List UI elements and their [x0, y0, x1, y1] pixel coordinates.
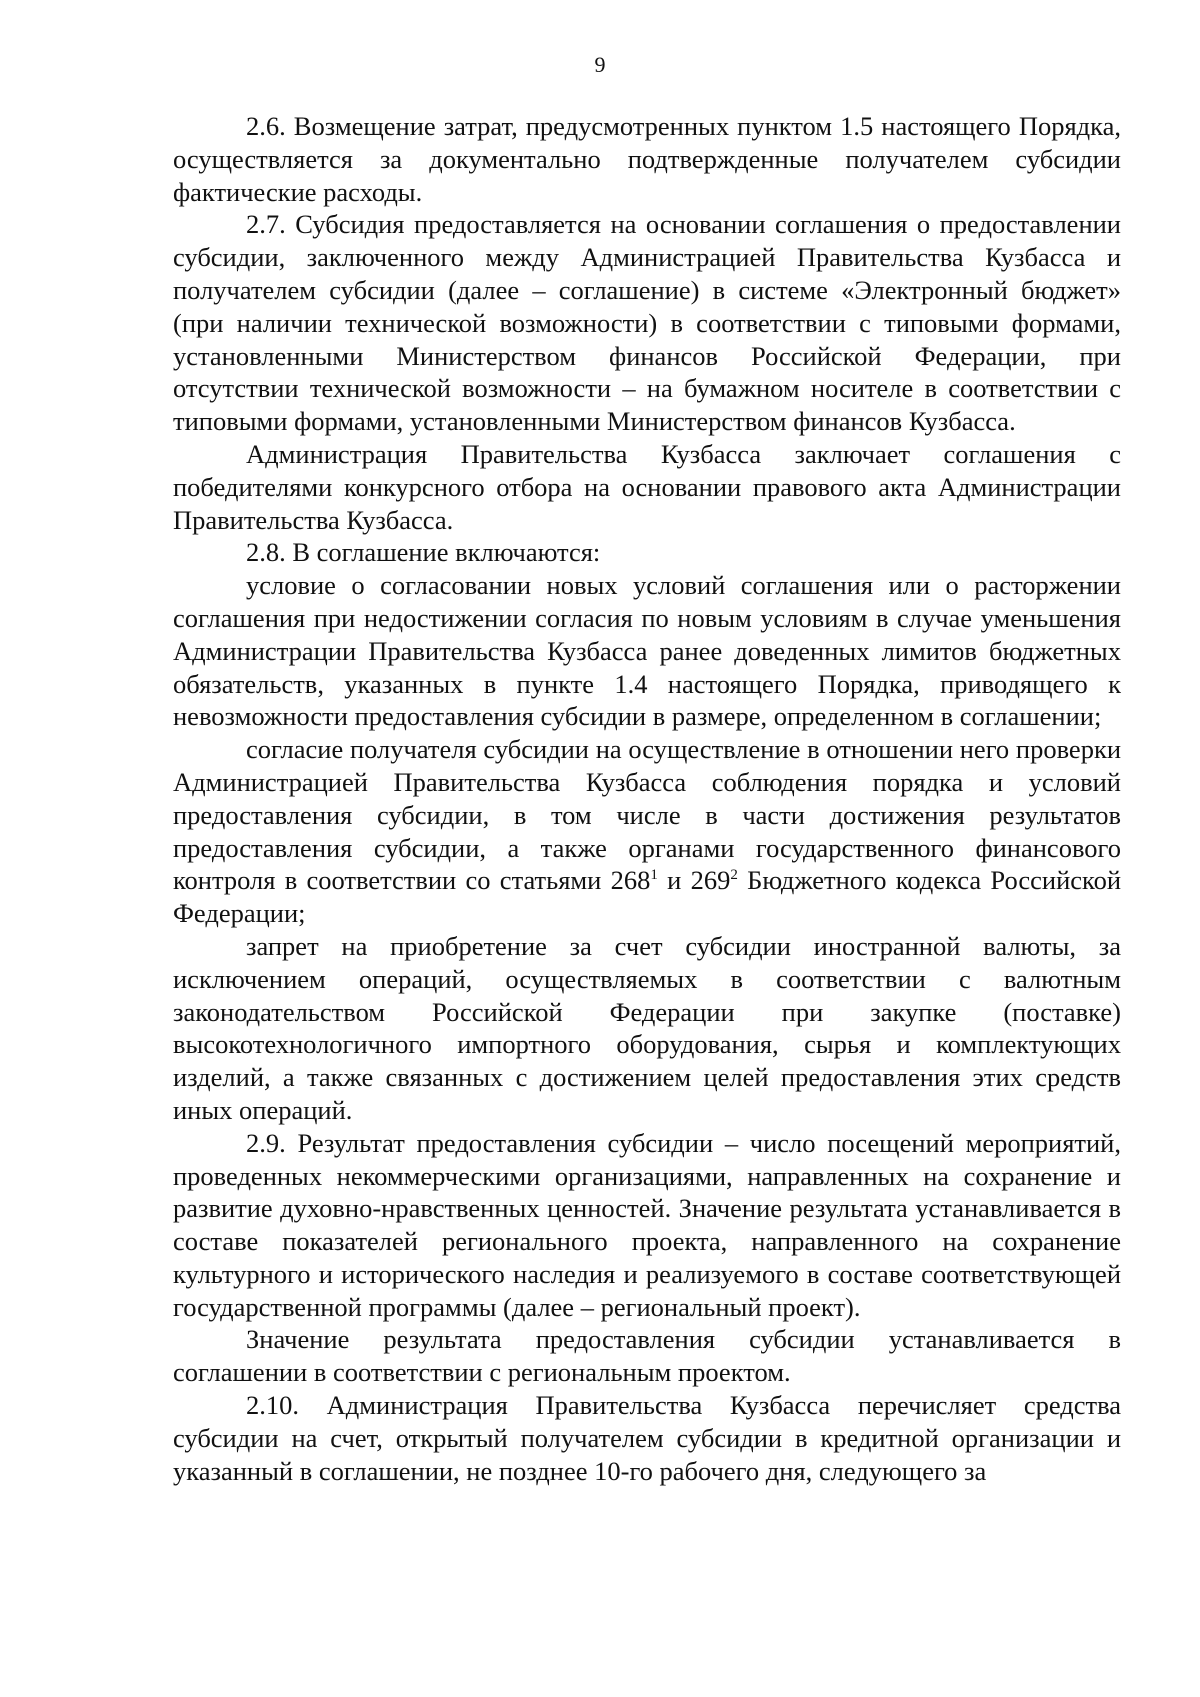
control-text-middle: и 269	[657, 865, 731, 896]
paragraph-condition: условие о согласовании новых условий соглашения или о расторжении соглашения при недостижении согласия по новым условиям в случае уменьшения Администрации Правительства Кузбасса ранее доведенных лимитов бюджетных обязательств, указанных в пункте 1.4 настоящего Порядка, приводящего к невозможности предоставления субсидии в размере, определенном в соглашении;	[173, 570, 1121, 732]
paragraph-agreements: Администрация Правительства Кузбасса заключает соглашения с победителями конкурсного отбора на основании правового акта Администрации Правительства Кузбасса.	[173, 438, 1121, 535]
paragraph-2-9: 2.9. Результат предоставления субсидии – число посещений мероприятий, проведенных некоммерческими организациями, направленных на сохранение и развитие духовно-нравственных ценностей. Значение результата устанавливается в составе показателей регионального проекта, направленного на сохранение культурного и исторического наследия и реализуемого в составе соответствующей государственной программы (далее – региональный проект).	[173, 1127, 1121, 1322]
paragraph-2-8: 2.8. В соглашение включаются:	[246, 537, 601, 568]
paragraph-currency-ban: запрет на приобретение за счет субсидии иностранной валюты, за исключением операций, осуществляемых в соответствии с валютным законодательством Российской Федерации при закупке (поставке) высокотехнологичного импортного оборудования, сырья и комплектующих изделий, а также связанных с достижением целей предоставления этих средств иных операций.	[173, 930, 1121, 1125]
paragraph-2-6: 2.6. Возмещение затрат, предусмотренных пунктом 1.5 настоящего Порядка, осуществляется за документально подтвержденные получателем субсидии фактические расходы.	[173, 111, 1121, 207]
paragraph-2-7: 2.7. Субсидия предоставляется на основании соглашения о предоставлении субсидии, заключенного между Администрацией Правительства Кузбасса и получателем субсидии (далее – соглашение) в системе «Электронный бюджет» (при наличии технической возможности) в соответствии с типовыми формами, установленными Министерством финансов Российской Федерации, при отсутствии технической возможности – на бумажном носителе в соответствии с типовыми формами, установленными Министерством финансов Кузбасса.	[173, 209, 1121, 437]
paragraph-2-10: 2.10. Администрация Правительства Кузбасса перечисляет средства субсидии на счет, открытый получателем субсидии в кредитной организации и указанный в соглашении, не позднее 10-го рабочего дня, следующего за	[173, 1390, 1121, 1486]
control-text-end: Бюджетного кодекса Российской Федерации;	[173, 865, 1121, 929]
superscript-1: 1	[650, 867, 658, 884]
control-text-start: согласие получателя субсидии на осуществление в отношении него проверки Администрацией Правительства Кузбасса соблюдения порядка и условий предоставления субсидии, в том числе в части достижения результатов предоставления субсидии, а также органами государственного финансового контроля в соответствии со статьями 268	[173, 734, 1121, 896]
paragraph-control-consent	[173, 733, 1121, 930]
superscript-2: 2	[730, 867, 738, 884]
paragraph-result-value: Значение результата предоставления субсидии устанавливается в соглашении в соответствии с региональным проектом.	[173, 1324, 1121, 1388]
page-number: 9	[594, 52, 606, 77]
document-body	[173, 110, 1121, 1487]
